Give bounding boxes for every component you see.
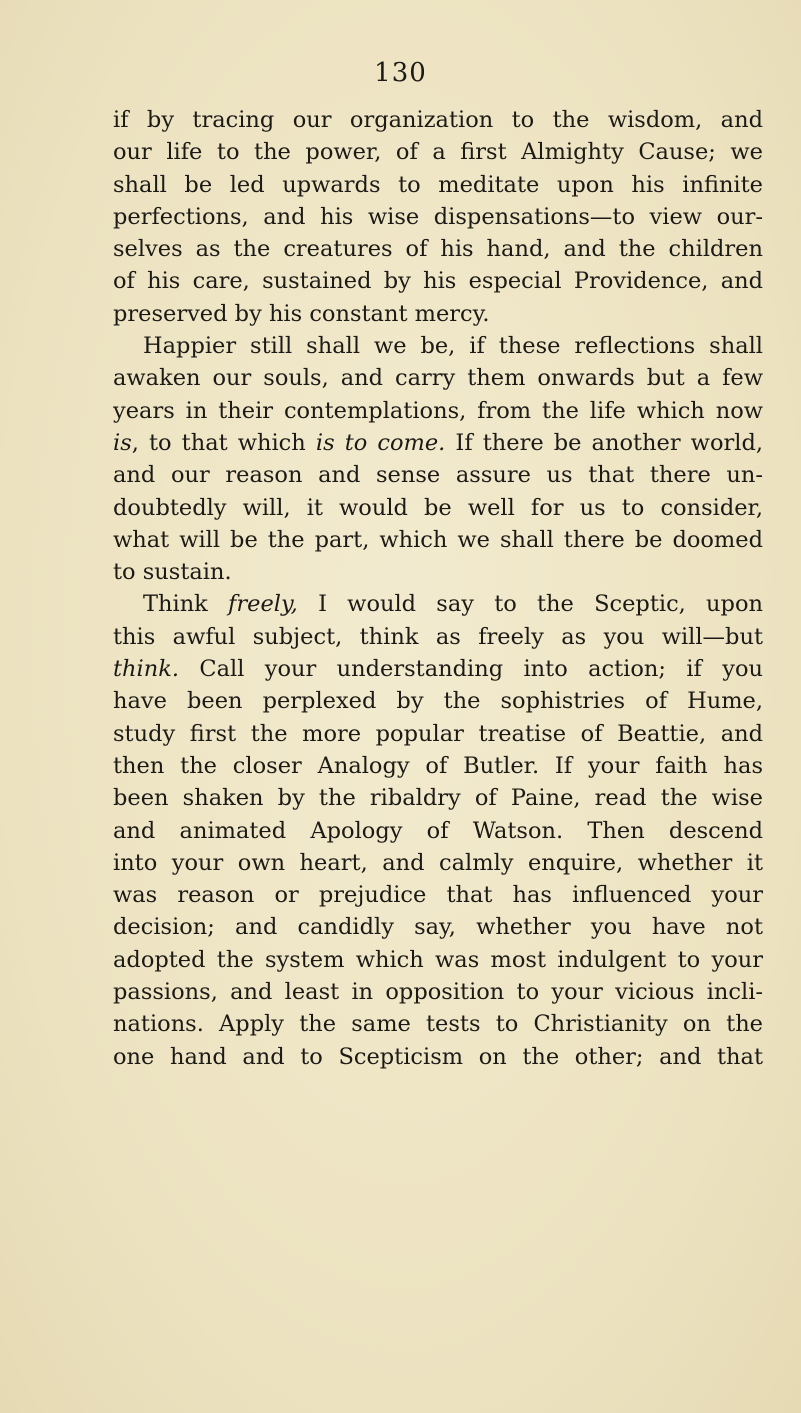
text-segment: awaken our souls, and carry them onwards but a few <box>113 365 763 392</box>
text-line <box>113 911 763 943</box>
text-line <box>113 1041 763 1073</box>
text-segment: was reason or prejudice that has influenced your <box>113 882 763 909</box>
text-segment: nations. Apply the same tests to Christianity on the <box>113 1011 763 1038</box>
text-line <box>113 944 763 976</box>
text-line <box>113 653 763 685</box>
text-segment: study first the more popular treatise of Beattie, and <box>113 720 763 747</box>
text-segment: adopted the system which was most indulgent to your <box>113 946 763 973</box>
text-segment: I would say to the Sceptic, upon <box>297 591 763 618</box>
italic-text: is to come. <box>315 429 446 456</box>
text-line <box>113 201 763 233</box>
text-line <box>113 233 763 265</box>
text-segment: one hand and to Scepticism on the other; and that <box>113 1043 763 1070</box>
text-line <box>113 492 763 524</box>
text-line <box>113 718 763 750</box>
text-line <box>113 556 763 588</box>
text-line <box>113 427 763 459</box>
text-line <box>113 1008 763 1040</box>
text-segment: what will be the part, which we shall there be doomed <box>113 526 763 553</box>
text-line <box>113 976 763 1008</box>
italic-text: freely, <box>228 591 298 618</box>
text-segment: selves as the creatures of his hand, and the children <box>113 236 763 263</box>
text-line <box>113 782 763 814</box>
text-segment: this awful subject, think as freely as you will—but <box>113 623 763 650</box>
text-line <box>113 879 763 911</box>
text-line <box>113 815 763 847</box>
text-line <box>113 847 763 879</box>
text-segment: preserved by his constant mercy. <box>113 300 490 327</box>
text-segment: into your own heart, and calmly enquire, whether it <box>113 849 763 876</box>
text-segment: years in their contemplations, from the life which now <box>113 397 763 424</box>
text-segment: to sustain. <box>113 559 232 586</box>
text-line <box>113 362 763 394</box>
text-segment: of his care, sustained by his especial Providence, and <box>113 268 763 295</box>
text-segment: shall be led upwards to meditate upon his infinite <box>113 171 763 198</box>
text-segment: perfections, and his wise dispensations—to view our- <box>113 203 763 230</box>
text-line <box>113 750 763 782</box>
text-line <box>113 104 763 136</box>
text-segment: and animated Apology of Watson. Then descend <box>113 817 763 844</box>
text-line <box>113 588 763 620</box>
text-segment: If there be another world, <box>445 429 763 456</box>
text-segment: have been perplexed by the sophistries of Hume, <box>113 688 763 715</box>
text-line <box>113 685 763 717</box>
text-segment: been shaken by the ribaldry of Paine, read the wise <box>113 785 763 812</box>
text-segment: passions, and least in opposition to your vicious incli- <box>113 979 763 1006</box>
text-line <box>113 136 763 168</box>
text-line <box>113 395 763 427</box>
text-segment: , to that which <box>131 429 316 456</box>
text-segment: and our reason and sense assure us that there un- <box>113 462 763 489</box>
page-number: 130 <box>374 58 427 88</box>
text-line <box>113 298 763 330</box>
text-line <box>113 524 763 556</box>
text-segment: our life to the power, of a first Almighty Cause; we <box>113 139 763 166</box>
text-segment: doubtedly will, it would be well for us to consider, <box>113 494 763 521</box>
text-segment: decision; and candidly say, whether you have not <box>113 914 763 941</box>
text-line <box>113 330 763 362</box>
text-segment: Call your understanding into action; if you <box>179 656 763 683</box>
body-text <box>113 104 763 1073</box>
text-line <box>113 265 763 297</box>
text-segment: Think <box>143 591 229 618</box>
text-segment: Happier still shall we be, if these reflections shall <box>143 333 763 360</box>
text-line <box>113 621 763 653</box>
text-segment: if by tracing our organization to the wisdom, and <box>113 107 763 133</box>
text-line <box>113 459 763 491</box>
text-segment: then the closer Analogy of Butler. If your faith has <box>113 752 763 779</box>
text-line <box>113 169 763 201</box>
italic-text: think. <box>113 656 180 683</box>
italic-text: is <box>113 429 132 456</box>
